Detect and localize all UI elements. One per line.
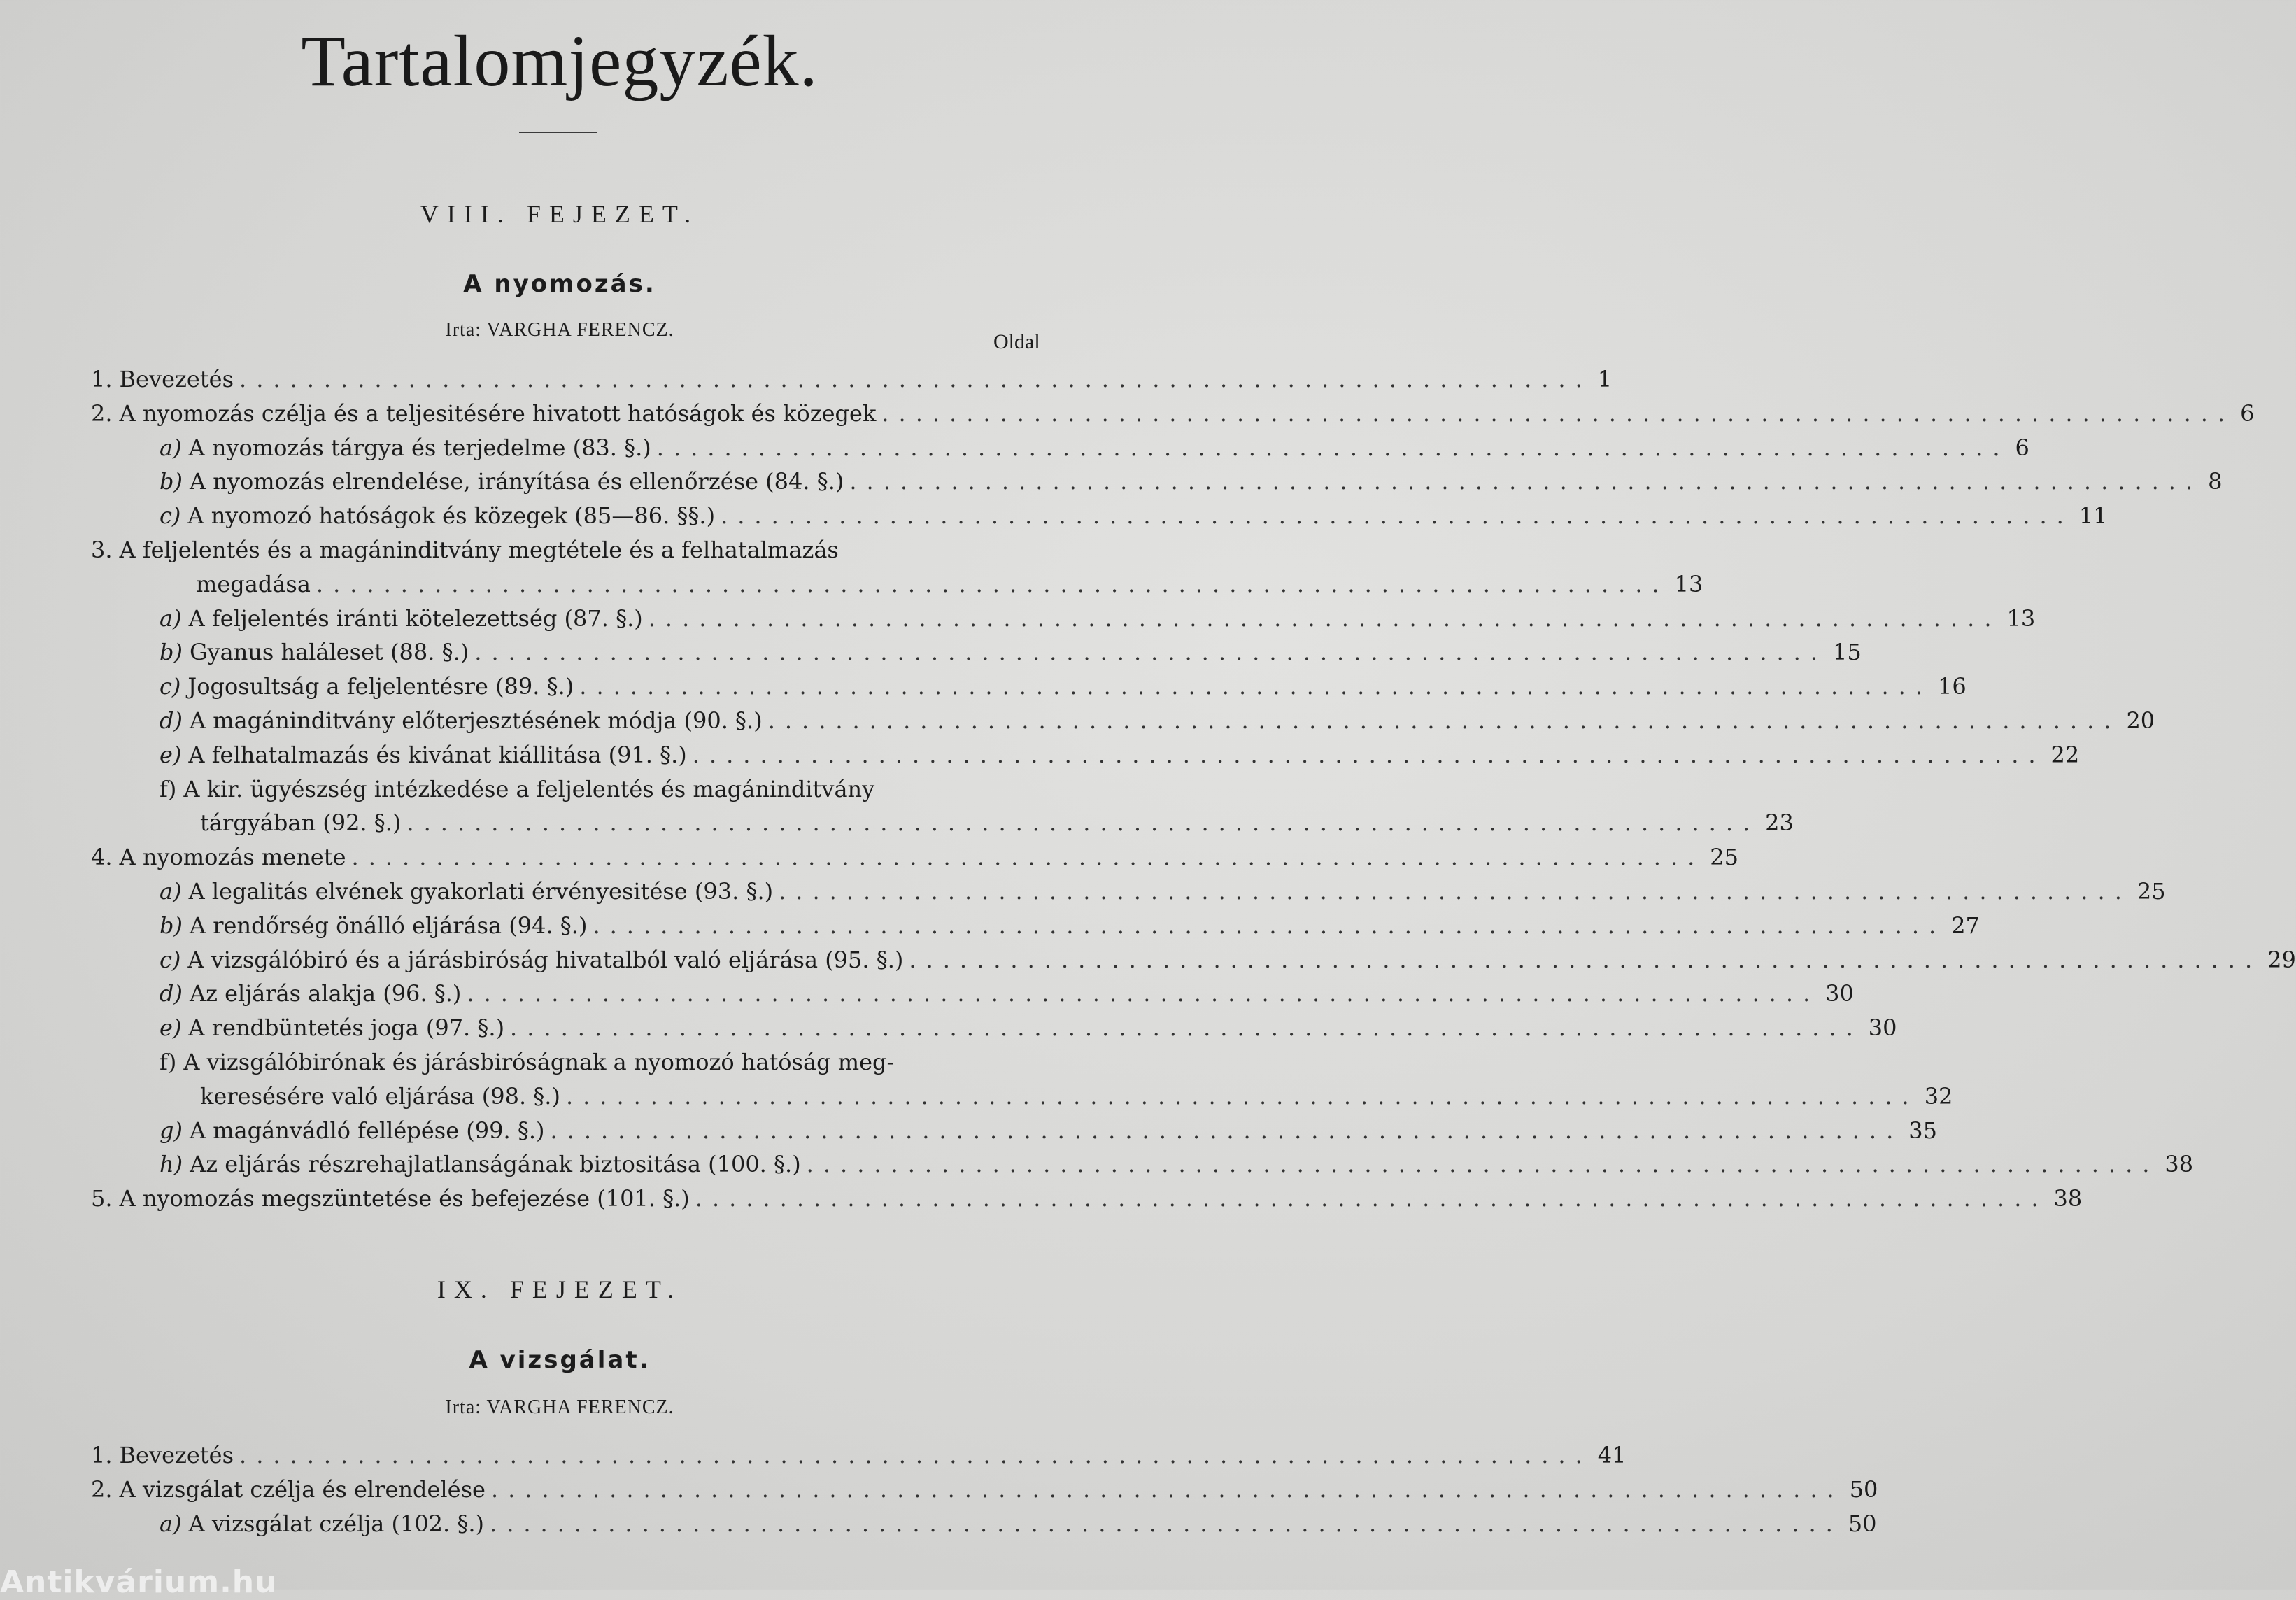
leader-dots: ................................................................................ <box>721 502 2074 530</box>
toc-entry <box>160 1149 2194 1180</box>
leader-dots: ................................................................................ <box>239 1442 1592 1468</box>
toc-entry-line <box>160 774 874 805</box>
leader-dots: ................................................................................ <box>550 1117 1904 1144</box>
entry-page: 27 <box>1951 912 1980 939</box>
leader-dots: ................................................................................ <box>467 980 1820 1007</box>
entry-page: 6 <box>2015 434 2029 461</box>
entry-page: 20 <box>2126 707 2155 734</box>
page-title: Tartalomjegyzék. <box>301 21 819 101</box>
entry-text: A kir. ügyészség intézkedése a feljelentés és magáninditvány <box>183 775 875 802</box>
entry-letter: b) <box>160 912 183 939</box>
toc-entry <box>200 807 1794 838</box>
toc-entry <box>160 705 2155 736</box>
entry-text: A vizsgálat czélja és elrendelése <box>119 1475 486 1503</box>
toc-entry <box>160 910 1980 941</box>
toc-entry <box>160 1115 1937 1146</box>
entry-letter: e) <box>160 1014 182 1042</box>
entry-letter: h) <box>160 1151 183 1178</box>
entry-page: 23 <box>1765 809 1794 837</box>
toc-entry <box>160 603 2036 634</box>
entry-letter: a) <box>160 604 182 632</box>
chapter-8-heading: VIII. FEJEZET. <box>420 200 700 228</box>
leader-dots: ................................................................................ <box>510 1014 1863 1042</box>
chapter-9-author: Irta: VARGHA FERENCZ. <box>445 1396 674 1418</box>
chapter-8-author: Irta: VARGHA FERENCZ. <box>445 319 674 341</box>
entry-number: 4. <box>91 844 113 871</box>
leader-dots: ................................................................................ <box>909 946 2262 973</box>
entry-page: 30 <box>1868 1014 1897 1042</box>
toc-entry <box>91 1183 2083 1214</box>
entry-letter: f) <box>160 775 177 802</box>
entry-text: Az eljárás részrehajlatlanságának biztositása (100. §.) <box>190 1151 801 1178</box>
entry-text: A vizsgálat czélja (102. §.) <box>188 1510 485 1537</box>
leader-dots: ................................................................................ <box>490 1475 1844 1503</box>
leader-dots: ................................................................................ <box>806 1151 2160 1178</box>
entry-number: 3. <box>91 537 113 563</box>
toc-entry <box>160 637 1862 667</box>
entry-letter: c) <box>160 946 181 973</box>
entry-page: 30 <box>1825 980 1854 1007</box>
entry-page: 15 <box>1833 639 1862 666</box>
toc-entry <box>91 1474 1878 1505</box>
toc-entry <box>160 671 1967 702</box>
entry-letter: d) <box>160 707 183 734</box>
entry-letter: a) <box>160 1510 182 1537</box>
toc-entry-line <box>160 1047 894 1077</box>
toc-entry <box>160 466 2223 497</box>
entry-page: 6 <box>2240 399 2255 427</box>
leader-dots: ................................................................................ <box>239 366 1592 392</box>
toc-entry <box>91 842 1738 872</box>
entry-page: 41 <box>1597 1442 1627 1468</box>
entry-page: 1 <box>1597 366 1613 392</box>
entry-letter: g) <box>160 1117 183 1144</box>
entry-text: Bevezetés <box>119 1442 234 1468</box>
entry-text: A nyomozás czélja és a teljesitésére hivatott hatóságok és közegek <box>119 399 877 427</box>
toc-entry <box>160 978 1854 1009</box>
entry-letter: c) <box>160 673 181 700</box>
entry-number: 1. <box>91 366 113 392</box>
entry-text: A magáninditvány előterjesztésének módja (90. §.) <box>189 707 763 734</box>
entry-text: A rendbüntetés joga (97. §.) <box>188 1014 505 1042</box>
leader-dots: ................................................................................ <box>316 570 1669 597</box>
chapter-8-title: A nyomozás. <box>463 270 656 298</box>
watermark: Antikvárium.hu <box>0 1564 278 1600</box>
entry-letter: e) <box>160 741 182 768</box>
entry-number: 1. <box>91 1442 113 1468</box>
toc-entry <box>160 944 2296 975</box>
toc-entry <box>160 876 2166 907</box>
toc-entry <box>91 398 2255 429</box>
leader-dots: ................................................................................ <box>656 434 2010 461</box>
entry-page: 8 <box>2208 468 2223 495</box>
toc-entry <box>160 739 2080 770</box>
entry-letter: a) <box>160 878 182 905</box>
entry-text: A nyomozó hatóságok és közegek (85—86. §§.) <box>187 502 716 530</box>
toc-entry <box>200 1081 1953 1112</box>
entry-text: Bevezetés <box>119 366 234 392</box>
entry-text: A nyomozás megszüntetése és befejezése (101. §.) <box>119 1185 690 1212</box>
entry-page: 13 <box>2006 604 2036 632</box>
entry-number: 5. <box>91 1185 113 1212</box>
leader-dots: ................................................................................ <box>767 707 2121 734</box>
entry-page: 50 <box>1848 1510 1877 1537</box>
entry-page: 32 <box>1924 1082 1953 1110</box>
leader-dots: ................................................................................ <box>565 1082 1919 1110</box>
entry-page: 25 <box>1710 844 1738 871</box>
toc-entry <box>91 364 1613 395</box>
entry-letter: c) <box>160 502 181 530</box>
toc-entry <box>91 1440 1627 1471</box>
leader-dots: ................................................................................ <box>593 912 1946 939</box>
entry-page: 13 <box>1674 570 1703 597</box>
entry-page: 22 <box>2050 741 2080 768</box>
leader-dots: ................................................................................ <box>881 399 2235 427</box>
entry-text: Gyanus haláleset (88. §.) <box>189 639 469 666</box>
entry-text: A vizsgálóbirónak és járásbiróságnak a nyomozó hatóság meg- <box>183 1049 895 1075</box>
entry-page: 38 <box>2164 1151 2194 1178</box>
entry-text: Az eljárás alakja (96. §.) <box>189 980 462 1007</box>
entry-page: 50 <box>1849 1475 1878 1503</box>
entry-text: A nyomozás menete <box>119 844 346 871</box>
entry-text: A nyomozás elrendelése, irányítása és ellenőrzése (84. §.) <box>189 468 844 495</box>
leader-dots: ................................................................................ <box>474 639 1828 666</box>
entry-page: 35 <box>1908 1117 1937 1144</box>
leader-dots: ................................................................................ <box>692 741 2046 768</box>
entry-text-continued: tárgyában (92. §.) <box>200 809 402 837</box>
toc-entry <box>196 569 1703 600</box>
entry-number: 2. <box>91 1475 113 1503</box>
entry-page: 11 <box>2078 502 2108 530</box>
entry-text: A magánvádló fellépése (99. §.) <box>189 1117 545 1144</box>
entry-page: 16 <box>1938 673 1967 700</box>
entry-page: 38 <box>2053 1185 2083 1212</box>
leader-dots: ................................................................................ <box>351 844 1705 871</box>
entry-letter: b) <box>160 468 183 495</box>
entry-text: Jogosultság a feljelentésre (89. §.) <box>187 673 574 700</box>
entry-text: A rendőrség önálló eljárása (94. §.) <box>189 912 588 939</box>
entry-text: A legalitás elvének gyakorlati érvényesitése (93. §.) <box>188 878 774 905</box>
leader-dots: ................................................................................ <box>849 468 2203 495</box>
entry-text: A felhatalmazás és kivánat kiállitása (91. §.) <box>188 741 687 768</box>
leader-dots: ................................................................................ <box>695 1185 2048 1212</box>
entry-number: 2. <box>91 399 113 427</box>
toc-entry-line <box>91 534 839 565</box>
entry-letter: f) <box>160 1049 177 1075</box>
toc-entry <box>160 500 2108 531</box>
leader-dots: ................................................................................ <box>779 878 2132 905</box>
leader-dots: ................................................................................ <box>579 673 1933 700</box>
toc-entry <box>160 1012 1897 1043</box>
toc-entry <box>160 1508 1877 1539</box>
entry-letter: a) <box>160 434 182 461</box>
page-column-label: Oldal <box>993 330 1040 353</box>
entry-page: 29 <box>2267 946 2296 973</box>
title-divider <box>519 132 597 133</box>
entry-letter: b) <box>160 639 183 666</box>
leader-dots: ................................................................................ <box>490 1510 1843 1537</box>
chapter-9-title: A vizsgálat. <box>469 1346 651 1374</box>
entry-letter: d) <box>160 980 183 1007</box>
chapter-9-heading: IX. FEJEZET. <box>437 1275 683 1303</box>
entry-text: A vizsgálóbiró és a járásbiróság hivatalból való eljárása (95. §.) <box>187 946 904 973</box>
toc-entry <box>160 432 2029 463</box>
entry-text-continued: keresésére való eljárása (98. §.) <box>200 1082 560 1110</box>
entry-page: 25 <box>2136 878 2166 905</box>
entry-text-continued: megadása <box>196 570 311 597</box>
entry-text: A feljelentés iránti kötelezettség (87. §.) <box>188 604 643 632</box>
entry-text: A nyomozás tárgya és terjedelme (83. §.) <box>188 434 651 461</box>
entry-text: A feljelentés és a magáninditvány megtétele és a felhatalmazás <box>119 537 839 563</box>
leader-dots: ................................................................................ <box>406 809 1760 837</box>
leader-dots: ................................................................................ <box>648 604 2001 632</box>
